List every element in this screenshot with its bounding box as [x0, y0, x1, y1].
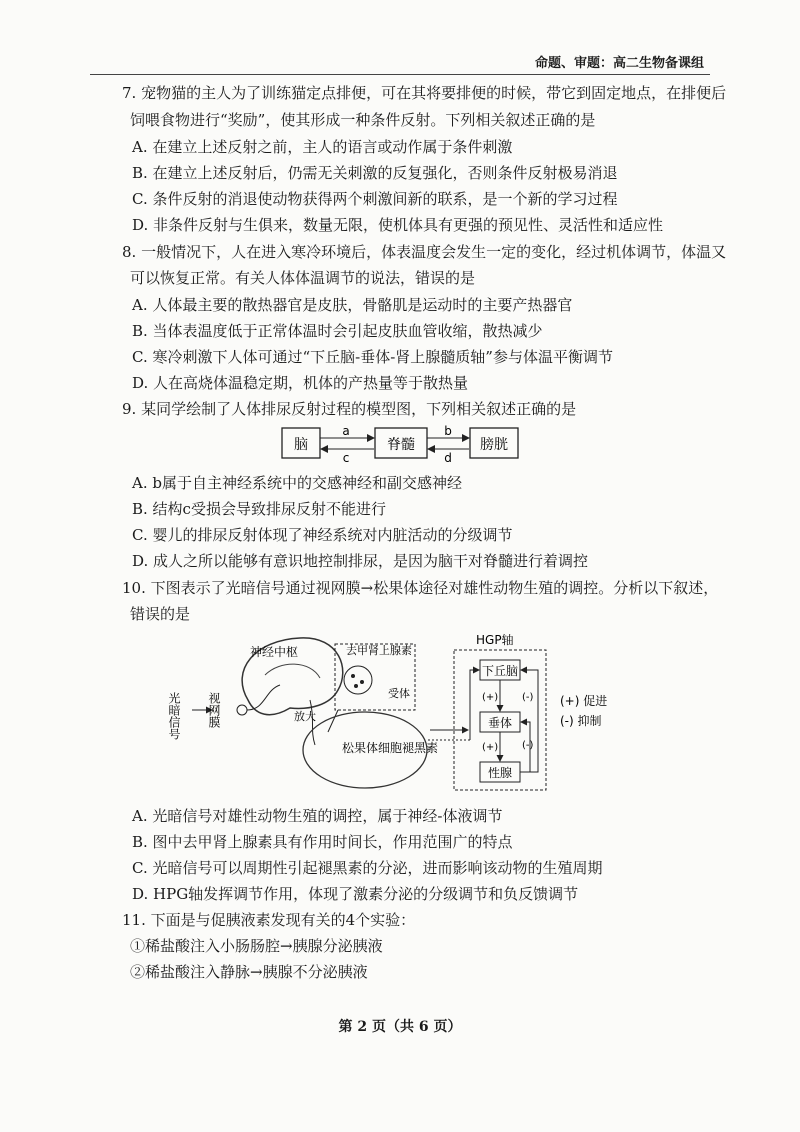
enlarge-link — [328, 710, 338, 732]
hgp-label: HGP轴 — [476, 633, 514, 647]
q11-stem: 11. 下面是与促胰液素发现有关的4个实验： — [122, 911, 416, 929]
minus-1: (-) — [522, 692, 534, 703]
minus-2: (-) — [522, 740, 534, 751]
brain-label: 脑 — [294, 437, 308, 453]
gonad-label: 性腺 — [487, 766, 513, 780]
q7-option-d: D. 非条件反射与生俱来，数量无限，使机体具有更强的预见性、灵活性和适应性 — [132, 216, 664, 234]
feedback-arrow-1 — [520, 670, 538, 772]
legend-inhibit: (-) 抑制 — [560, 714, 602, 728]
light-signal-label: 光暗信号 — [167, 692, 181, 740]
q7-option-b: B. 在建立上述反射后，仍需无关刺激的反复强化，否则条件反射极易消退 — [132, 164, 618, 182]
pituitary-label: 垂体 — [487, 716, 513, 730]
q8-stem-line1: 8. 一般情况下，人在进入寒冷环境后，体表温度会发生一定的变化，经过机体调节，体温又 — [122, 243, 727, 261]
bladder-label: 膀胱 — [480, 437, 508, 453]
label-d: d — [444, 451, 452, 465]
q10-option-c: C. 光暗信号可以周期性引起褪黑素的分泌，进而影响该动物的生殖周期 — [132, 859, 603, 877]
retina-label: 视网膜 — [207, 692, 221, 728]
q7-stem-line2: 饲喂食物进行“奖励”，使其形成一种条件反射。下列相关叙述正确的是 — [130, 111, 596, 129]
q7-stem-line1: 7. 宠物猫的主人为了训练猫定点排便，可在其将要排便的时候，带它到固定地点，在排便后 — [122, 84, 727, 102]
q8-option-c: C. 寒冷刺激下人体可通过“下丘脑-垂体-肾上腺髓质轴”参与体温平衡调节 — [132, 348, 613, 366]
q8-option-a: A. 人体最主要的散热器官是皮肤，骨骼肌是运动时的主要产热器官 — [132, 296, 573, 314]
page-footer: 第 2 页（共 6 页） — [338, 1019, 462, 1035]
brain-fold — [265, 664, 320, 678]
spinal-cord-label: 脊髓 — [387, 437, 415, 453]
q10-option-d: D. HPG轴发挥调节作用，体现了激素分泌的分级调节和负反馈调节 — [132, 885, 579, 903]
label-c: c — [342, 451, 350, 465]
q9-reflex-diagram — [280, 424, 520, 464]
q8-option-d: D. 人在高烧体温稳定期，机体的产热量等于散热量 — [132, 374, 469, 392]
label-a: a — [342, 424, 350, 438]
q9-option-c: C. 婴儿的排尿反射体现了神经系统对内脏活动的分级调节 — [132, 526, 513, 544]
retina-node — [237, 705, 247, 715]
header-rule — [90, 74, 710, 75]
q10-option-b: B. 图中去甲肾上腺素具有作用时间长，作用范围广的特点 — [132, 833, 513, 851]
q11-experiment-2: ②稀盐酸注入静脉→胰腺不分泌胰液 — [130, 963, 368, 981]
norepinephrine-label: 去甲肾上腺素 — [346, 644, 412, 657]
enlarge-label: 放大 — [294, 710, 316, 723]
receptor-label: 受体 — [388, 687, 410, 700]
q10-stem-line1: 10. 下图表示了光暗信号通过视网膜→松果体途径对雄性动物生殖的调控。分析以下叙述， — [122, 579, 719, 597]
page-header: 命题、审题：高二生物备课组 — [534, 56, 704, 71]
plus-2: (+) — [482, 742, 499, 753]
melatonin-to-hypo-arrow — [470, 670, 479, 740]
q10-option-a: A. 光暗信号对雄性动物生殖的调控，属于神经-体液调节 — [132, 807, 503, 825]
q11-experiment-1: ①稀盐酸注入小肠肠腔→胰腺分泌胰液 — [130, 937, 383, 955]
q9-stem: 9. 某同学绘制了人体排尿反射过程的模型图，下列相关叙述正确的是 — [122, 400, 577, 418]
q9-option-a: A. b属于自主神经系统中的交感神经和副交感神经 — [132, 474, 462, 492]
pineal-label: 松果体细胞 — [342, 741, 403, 755]
hypothalamus-label: 下丘脑 — [481, 664, 519, 678]
q10-stem-line2: 错误的是 — [130, 605, 191, 623]
melatonin-label: 褪黑素 — [402, 741, 439, 755]
q8-stem-line2: 可以恢复正常。有关人体体温调节的说法，错误的是 — [130, 269, 476, 287]
q10-diagram — [167, 630, 640, 802]
q7-option-a: A. 在建立上述反射之前，主人的语言或动作属于条件刺激 — [132, 138, 513, 156]
legend-promote: (+) 促进 — [560, 694, 608, 708]
q9-option-d: D. 成人之所以能够有意识地控制排尿，是因为脑干对脊髓进行着调控 — [132, 552, 589, 570]
label-b: b — [444, 424, 452, 438]
q7-option-c: C. 条件反射的消退使动物获得两个刺激间新的联系，是一个新的学习过程 — [132, 190, 618, 208]
q9-option-b: B. 结构c受损会导致排尿反射不能进行 — [132, 500, 386, 518]
nerve-center-label: 神经中枢 — [250, 645, 299, 659]
q8-option-b: B. 当体表温度低于正常体温时会引起皮肤血管收缩，散热减少 — [132, 322, 543, 340]
synapse-terminal — [344, 666, 372, 694]
plus-1: (+) — [482, 692, 499, 703]
